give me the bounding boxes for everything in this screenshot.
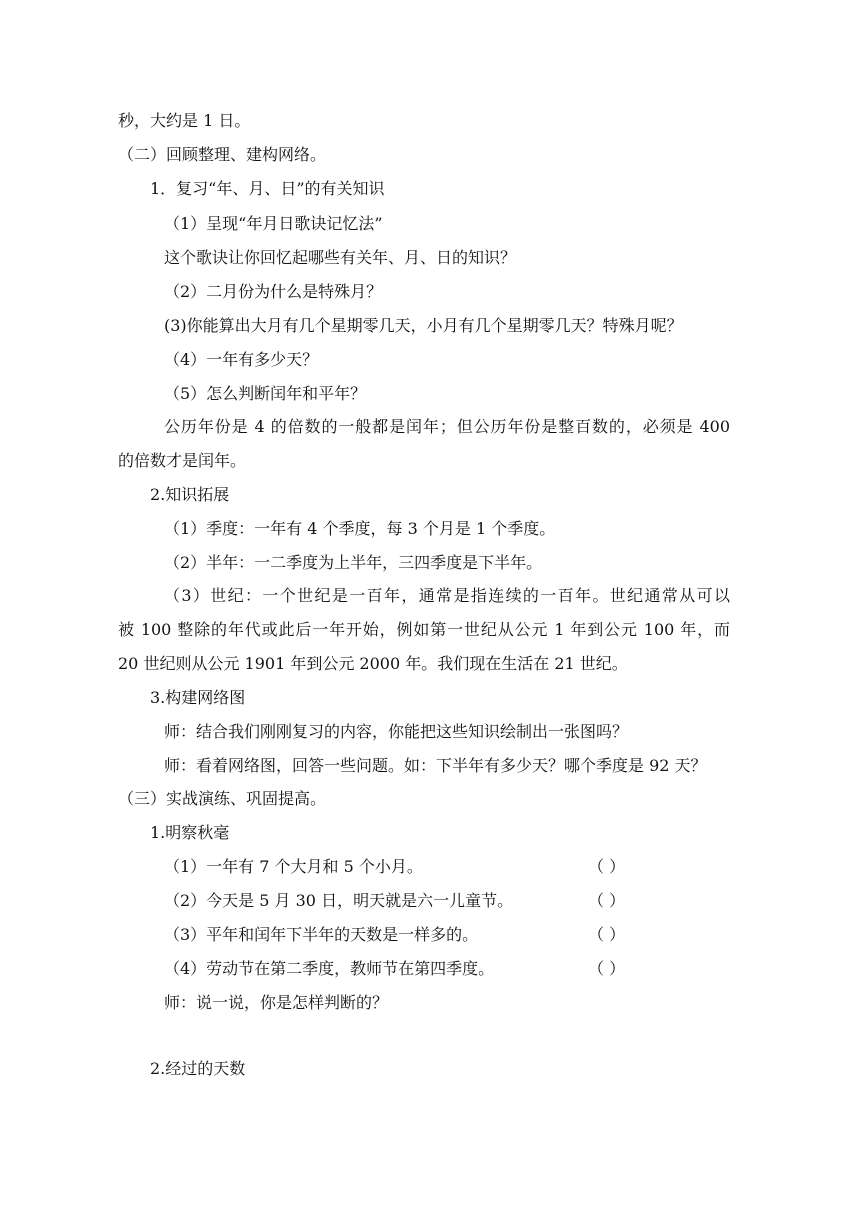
quiz-item: （3）平年和闰年下半年的天数是一样多的。 — [164, 925, 479, 944]
text-line: 师：看着网络图，回答一些问题。如：下半年有多少天？哪个季度是 92 天？ — [164, 756, 707, 775]
list-item: （4）一年有多少天？ — [164, 350, 319, 369]
text-line: 的倍数才是闰年。 — [118, 451, 247, 470]
answer-blank[interactable]: （ ） — [588, 959, 626, 978]
answer-blank[interactable]: （ ） — [588, 891, 626, 910]
text-line: 师：说一说，你是怎样判断的？ — [164, 993, 389, 1012]
text-line: 20 世纪则从公元 1901 年到公元 2000 年。我们现在生活在 21 世纪。 — [118, 654, 628, 673]
answer-blank[interactable]: （ ） — [588, 925, 626, 944]
list-item: （1）呈现“年月日歌诀记忆法” — [164, 214, 383, 233]
list-item: （2）二月份为什么是特殊月？ — [164, 282, 383, 301]
text-line: 公历年份是 4 的倍数的一般都是闰年；但公历年份是整百数的，必须是 400 — [164, 417, 730, 436]
text-line: 这个歌诀让你回忆起哪些有关年、月、日的知识？ — [164, 248, 517, 267]
text-line: 被 100 整除的年代或此后一年开始，例如第一世纪从公元 1 年到公元 100 年，而 — [118, 620, 730, 639]
section-heading: （二）回顾整理、建构网络。 — [118, 145, 327, 164]
answer-blank[interactable]: （ ） — [588, 857, 626, 876]
list-item: （5）怎么判断闰年和平年？ — [164, 384, 367, 403]
subsection-heading: 2.经过的天数 — [150, 1059, 246, 1078]
list-item: （3）世纪：一个世纪是一百年，通常是指连续的一百年。世纪通常从可以 — [164, 586, 730, 605]
section-heading: （三）实战演练、巩固提高。 — [118, 789, 327, 808]
subsection-heading: 3.构建网络图 — [150, 688, 246, 707]
text-line: 师：结合我们刚刚复习的内容，你能把这些知识绘制出一张图吗？ — [164, 722, 629, 741]
list-item: （1）季度：一年有 4 个季度，每 3 个月是 1 个季度。 — [164, 519, 556, 538]
quiz-item: （1）一年有 7 个大月和 5 个小月。 — [164, 857, 423, 876]
list-item: （2）半年：一二季度为上半年，三四季度是下半年。 — [164, 553, 543, 572]
quiz-item: （2）今天是 5 月 30 日，明天就是六一儿童节。 — [164, 891, 514, 910]
text-line: 秒，大约是 1 日。 — [118, 111, 251, 130]
subsection-heading: 1．复习“年、月、日”的有关知识 — [150, 179, 385, 198]
subsection-heading: 1.明察秋毫 — [150, 823, 230, 842]
subsection-heading: 2.知识拓展 — [150, 485, 230, 504]
list-item: (3)你能算出大月有几个星期零几天，小月有几个星期零几天？特殊月呢？ — [164, 316, 683, 335]
quiz-item: （4）劳动节在第二季度，教师节在第四季度。 — [164, 959, 495, 978]
